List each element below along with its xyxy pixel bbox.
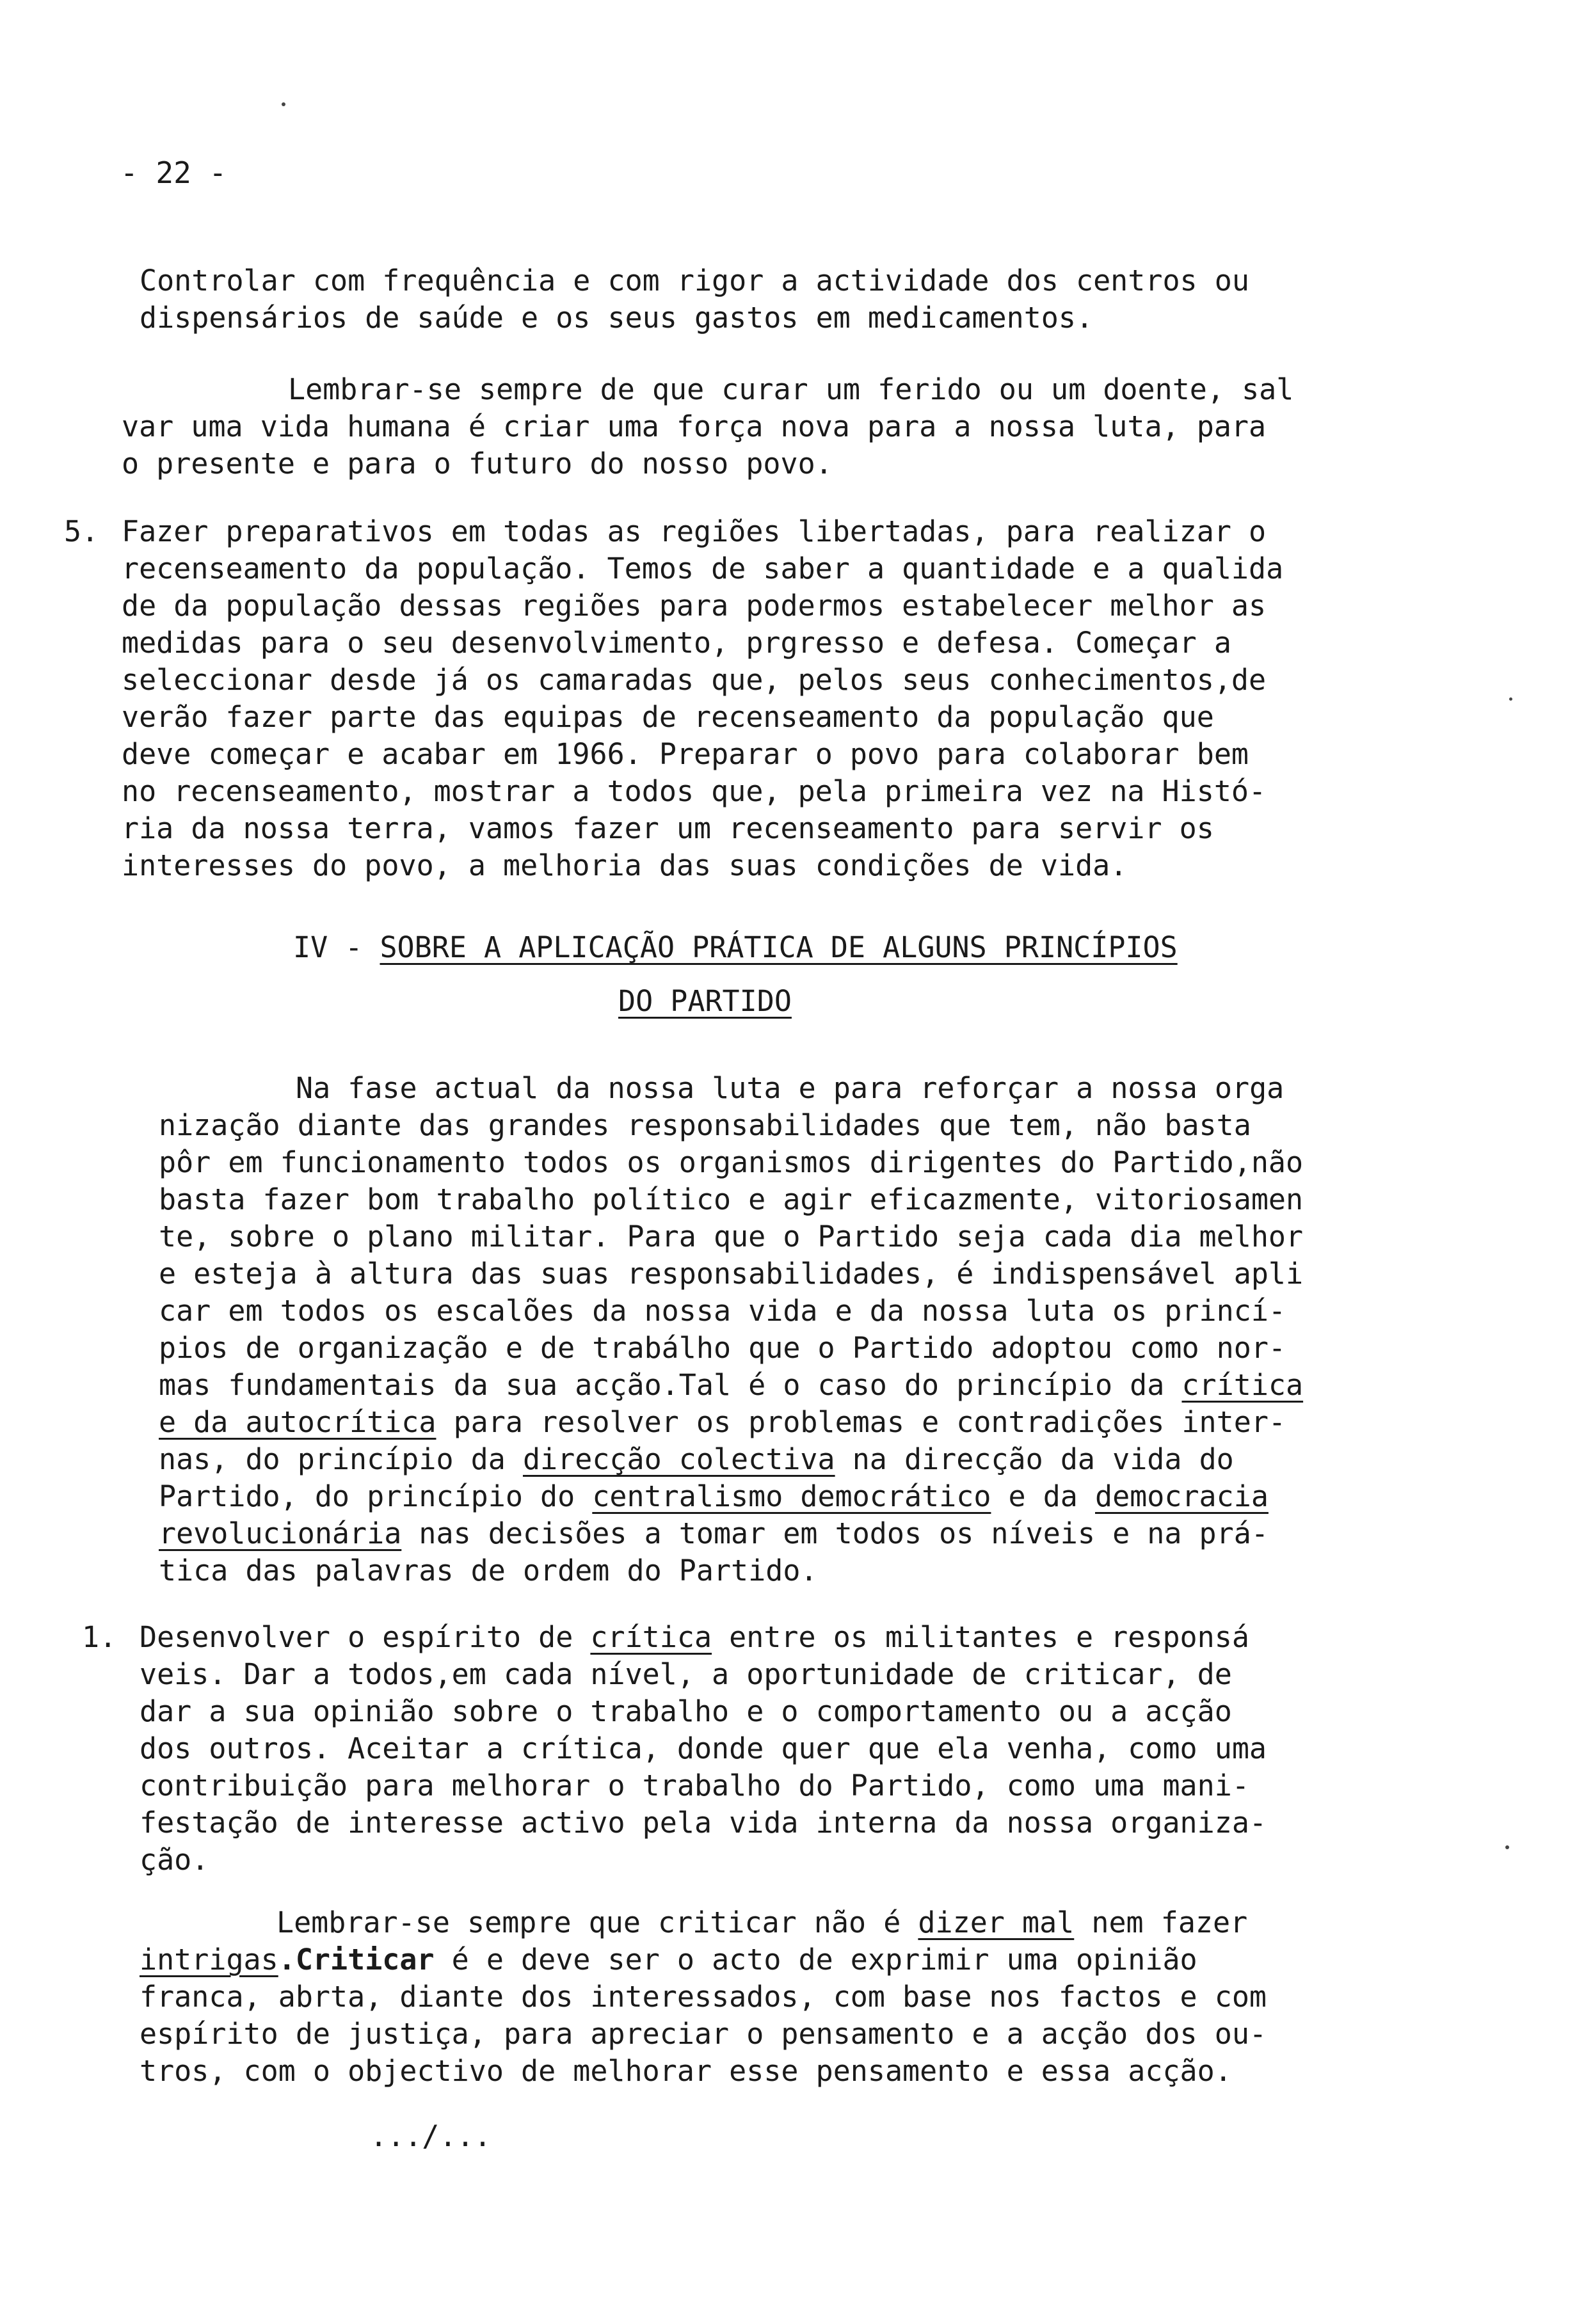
text-run: nem fazer: [1074, 1906, 1248, 1939]
paragraph-line: car em todos os escalões da nossa vida e da nossa luta os princí-: [159, 1294, 1286, 1328]
paragraph-line: franca, abrta, diante dos interessados, com base nos factos e com: [140, 1980, 1267, 2014]
scan-speck: [282, 102, 285, 106]
paragraph-line: basta fazer bom trabalho político e agir eficazmente, vitoriosamen: [159, 1182, 1304, 1216]
text-run: é e deve ser o acto de exprimir uma opinião: [434, 1943, 1197, 1977]
list-number: 1.: [82, 1620, 117, 1654]
page-number: - 22 -: [120, 155, 227, 190]
list-item-line: Fazer preparativos em todas as regiões libertadas, para realizar o: [122, 514, 1267, 548]
scan-speck: [1505, 1845, 1509, 1849]
underlined-term: democracia: [1095, 1479, 1269, 1513]
paragraph-line: var uma vida humana é criar uma força nova para a nossa luta, para: [122, 410, 1267, 443]
list-item-line: deve começar e acabar em 1966. Preparar o povo para colaborar bem: [122, 737, 1249, 771]
paragraph-line: [159, 1404, 1286, 1440]
list-item-line: de da população dessas regiões para podermos estabelecer melhor as: [122, 589, 1267, 623]
continuation-mark: .../...: [370, 2119, 492, 2153]
section-heading-title: SOBRE A APLICAÇÃO PRÁTICA DE ALGUNS PRINCÍPIOS: [380, 930, 1178, 964]
underlined-term: centralismo democrático: [592, 1479, 991, 1513]
list-item-line: seleccionar desde já os camaradas que, pelos seus conhecimentos,de: [122, 663, 1267, 697]
list-item-line: verão fazer parte das equipas de recenseamento da população que: [122, 700, 1214, 734]
underlined-term: direcção colectiva: [522, 1442, 835, 1476]
paragraph-line: te, sobre o plano militar. Para que o Partido seja cada dia melhor: [159, 1220, 1304, 1254]
text-run: nas decisões a tomar em todos os níveis e na prá-: [401, 1516, 1269, 1550]
scan-speck: [1509, 697, 1512, 701]
paragraph-line: e esteja à altura das suas responsabilidades, é indispensável apli: [159, 1257, 1304, 1291]
section-heading-line2: DO PARTIDO: [618, 984, 792, 1018]
list-item-line: dos outros. Aceitar a crítica, donde quer que ela venha, como uma: [140, 1731, 1267, 1765]
paragraph-line: [159, 1515, 1269, 1552]
underlined-term: intrigas: [140, 1943, 278, 1977]
paragraph-line: tica das palavras de ordem do Partido.: [159, 1554, 818, 1588]
text-run: entre os militantes e responsá: [712, 1620, 1249, 1654]
list-item-line: interesses do povo, a melhoria das suas condições de vida.: [122, 848, 1128, 882]
underlined-term: e da autocrítica: [159, 1405, 436, 1439]
paragraph-line: Controlar com frequência e com rigor a actividade dos centros ou: [140, 264, 1249, 298]
list-item-line: recenseamento da população. Temos de saber a quantidade e a qualida: [122, 552, 1284, 585]
paragraph-line: dispensários de saúde e os seus gastos em medicamentos.: [140, 301, 1094, 335]
text-run: Partido, do princípio do: [159, 1479, 593, 1513]
paragraph-line: pios de organização e de trabálho que o Partido adoptou como nor-: [159, 1331, 1286, 1365]
section-heading: [293, 929, 1178, 966]
section-heading-prefix: IV -: [293, 930, 380, 964]
text-run: para resolver os problemas e contradições inter-: [436, 1405, 1286, 1439]
text-run: mas fundamentais da sua acção.Tal é o caso do princípio da: [159, 1368, 1182, 1402]
paragraph-line: nização diante das grandes responsabilidades que tem, não basta: [159, 1108, 1251, 1142]
list-item-line: contribuição para melhorar o trabalho do Partido, como uma mani-: [140, 1769, 1249, 1803]
list-item-line: no recenseamento, mostrar a todos que, pela primeira vez na Histó-: [122, 774, 1267, 808]
text-run: nas, do princípio da: [159, 1442, 523, 1476]
paragraph-line: Na fase actual da nossa luta e para reforçar a nossa orga: [296, 1071, 1285, 1105]
paragraph-line: Lembrar-se sempre de que curar um ferido ou um doente, sal: [288, 372, 1294, 406]
text-run: Desenvolver o espírito de: [140, 1620, 591, 1654]
paragraph-line: [159, 1367, 1303, 1403]
paragraph-line: pôr em funcionamento todos os organismos dirigentes do Partido,não: [159, 1145, 1304, 1179]
bold-term: .Criticar: [278, 1943, 435, 1977]
list-item-line: veis. Dar a todos,em cada nível, a oportunidade de criticar, de: [140, 1657, 1232, 1691]
paragraph-line: [140, 1941, 1197, 1978]
paragraph-line: [159, 1478, 1269, 1515]
list-item-line: dar a sua opinião sobre o trabalho e o comportamento ou a acção: [140, 1694, 1232, 1728]
paragraph-line: [159, 1441, 1234, 1477]
list-item-line: ção.: [140, 1843, 209, 1877]
text-run: e da: [991, 1479, 1095, 1513]
paragraph-line: o presente e para o futuro do nosso povo.: [122, 447, 833, 481]
underlined-term: crítica: [1181, 1368, 1304, 1402]
list-item-line: medidas para o seu desenvolvimento, prgresso e defesa. Começar a: [122, 626, 1231, 660]
underlined-term: revolucionária: [159, 1516, 402, 1550]
list-item-line: ria da nossa terra, vamos fazer um recenseamento para servir os: [122, 811, 1214, 845]
text-run: na direcção da vida do: [835, 1442, 1234, 1476]
list-number: 5.: [64, 514, 99, 548]
list-item-line: [140, 1619, 1249, 1655]
text-run: Lembrar-se sempre que criticar não é: [276, 1906, 918, 1939]
paragraph-line: espírito de justiça, para apreciar o pensamento e a acção dos ou-: [140, 2017, 1267, 2051]
underlined-term: dizer mal: [918, 1906, 1075, 1939]
paragraph-line: [276, 1904, 1247, 1941]
paragraph-line: tros, com o objectivo de melhorar esse pensamento e essa acção.: [140, 2054, 1232, 2088]
list-item-line: festação de interesse activo pela vida interna da nossa organiza-: [140, 1806, 1267, 1840]
underlined-term: crítica: [590, 1620, 712, 1654]
